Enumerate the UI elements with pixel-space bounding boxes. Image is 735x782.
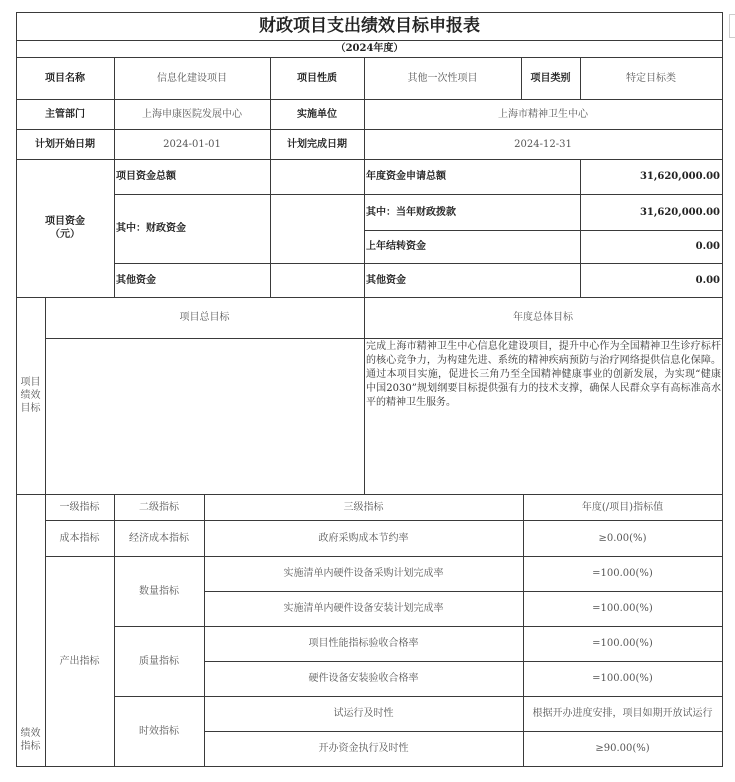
indicator-row-name: 实施清单内硬件设备安装计划完成率 (283, 603, 444, 614)
quantity-indicator-label: 数量指标 (139, 585, 179, 597)
goals-section-label: 项目 绩效 目标 (20, 377, 41, 414)
project-name-value: 信息化建设项目 (157, 72, 227, 84)
dept-value: 上海申康医院发展中心 (142, 108, 242, 120)
level2-header: 二级指标 (139, 501, 179, 513)
dept-label: 主管部门 (45, 108, 85, 120)
indicator-row-name: 开办资金执行及时性 (318, 743, 409, 754)
indicator-row-name: 政府采购成本节约率 (318, 532, 409, 544)
level1-header: 一级指标 (59, 501, 100, 513)
output-indicator-label: 产出指标 (59, 655, 100, 667)
value-header: 年度(/项目)指标值 (581, 501, 664, 513)
carryover-label: 上年结转资金 (366, 241, 426, 252)
project-nature-label: 项目性质 (297, 72, 337, 84)
level3-header: 三级指标 (343, 501, 384, 513)
annual-total-label: 年度资金申请总额 (366, 171, 446, 182)
year-label: （2024年度） (335, 43, 404, 54)
indicator-row-name: 项目性能指标验收合格率 (308, 638, 419, 649)
end-date-value: 2024-12-31 (514, 138, 572, 150)
unit-value: 上海市精神卫生中心 (498, 108, 588, 120)
indicator-row-value: =100.00(%) (592, 673, 653, 684)
annual-goal-text: 完成上海市精神卫生中心信息化建设项目，提升中心作为全国精神卫生诊疗标杆的核心竞争力，为构建先进、系统的精神疾病预防与治疗网络提供信息化保障。通过本项目实施，促进长三角乃至全国精神健康事业的创新发展，为实现“健康中国2030”规划纲要目标提供强有力的技术支撑，确保人民群众享有高标准高水平的精神卫生服务。 (366, 341, 721, 408)
project-category-label: 项目类别 (530, 72, 571, 84)
overall-goal-text (45, 338, 364, 494)
project-category-value: 特定目标类 (626, 72, 676, 84)
indicator-row-name: 试运行及时性 (333, 708, 394, 719)
time-indicator-label: 时效指标 (139, 725, 179, 737)
indicator-row-value: =100.00(%) (592, 603, 653, 614)
current-fiscal-value: 31,620,000.00 (639, 206, 720, 218)
carryover-value: 0.00 (695, 241, 720, 252)
indicator-row-value: 根据开办进度安排，项目如期开放试运行 (532, 708, 713, 719)
project-name-label: 项目名称 (45, 72, 85, 84)
funds-section-label: 项目资金 （元） (45, 216, 85, 240)
indicator-row-value: =100.00(%) (592, 638, 653, 649)
indicator-row-value: ≥90.00(%) (595, 743, 650, 754)
indicator-row-name: 实施清单内硬件设备采购计划完成率 (283, 568, 444, 579)
total-funds-label: 项目资金总额 (116, 171, 176, 182)
current-fiscal-label: 其中：当年财政拨款 (366, 206, 456, 218)
indicators-section-label: 绩效 指标 (20, 728, 41, 752)
unit-label: 实施单位 (297, 108, 337, 120)
fiscal-funds-label: 其中：财政资金 (116, 223, 186, 234)
page-title: 财政项目支出绩效目标申报表 (259, 15, 480, 36)
end-date-label: 计划完成日期 (287, 138, 347, 150)
indicator-row-value: =100.00(%) (592, 568, 653, 579)
quality-indicator-label: 质量指标 (139, 655, 179, 667)
cost-indicator-label: 成本指标 (59, 532, 100, 544)
indicator-row-value: ≥0.00(%) (598, 532, 647, 544)
start-date-label: 计划开始日期 (35, 138, 95, 150)
overall-goal-header: 项目总目标 (179, 312, 230, 323)
indicator-row-name: 硬件设备安装验收合格率 (308, 673, 419, 684)
other-funds-label: 其他资金 (116, 274, 156, 286)
project-nature-value: 其他一次性项目 (407, 72, 478, 84)
annual-other-label: 其他资金 (366, 274, 406, 286)
econ-cost-label: 经济成本指标 (129, 532, 189, 544)
annual-goal-header: 年度总体目标 (513, 312, 573, 323)
start-date-value: 2024-01-01 (163, 138, 221, 150)
annual-total-value: 31,620,000.00 (639, 171, 720, 182)
page-edge-mark (729, 14, 735, 38)
annual-other-value: 0.00 (695, 274, 720, 286)
